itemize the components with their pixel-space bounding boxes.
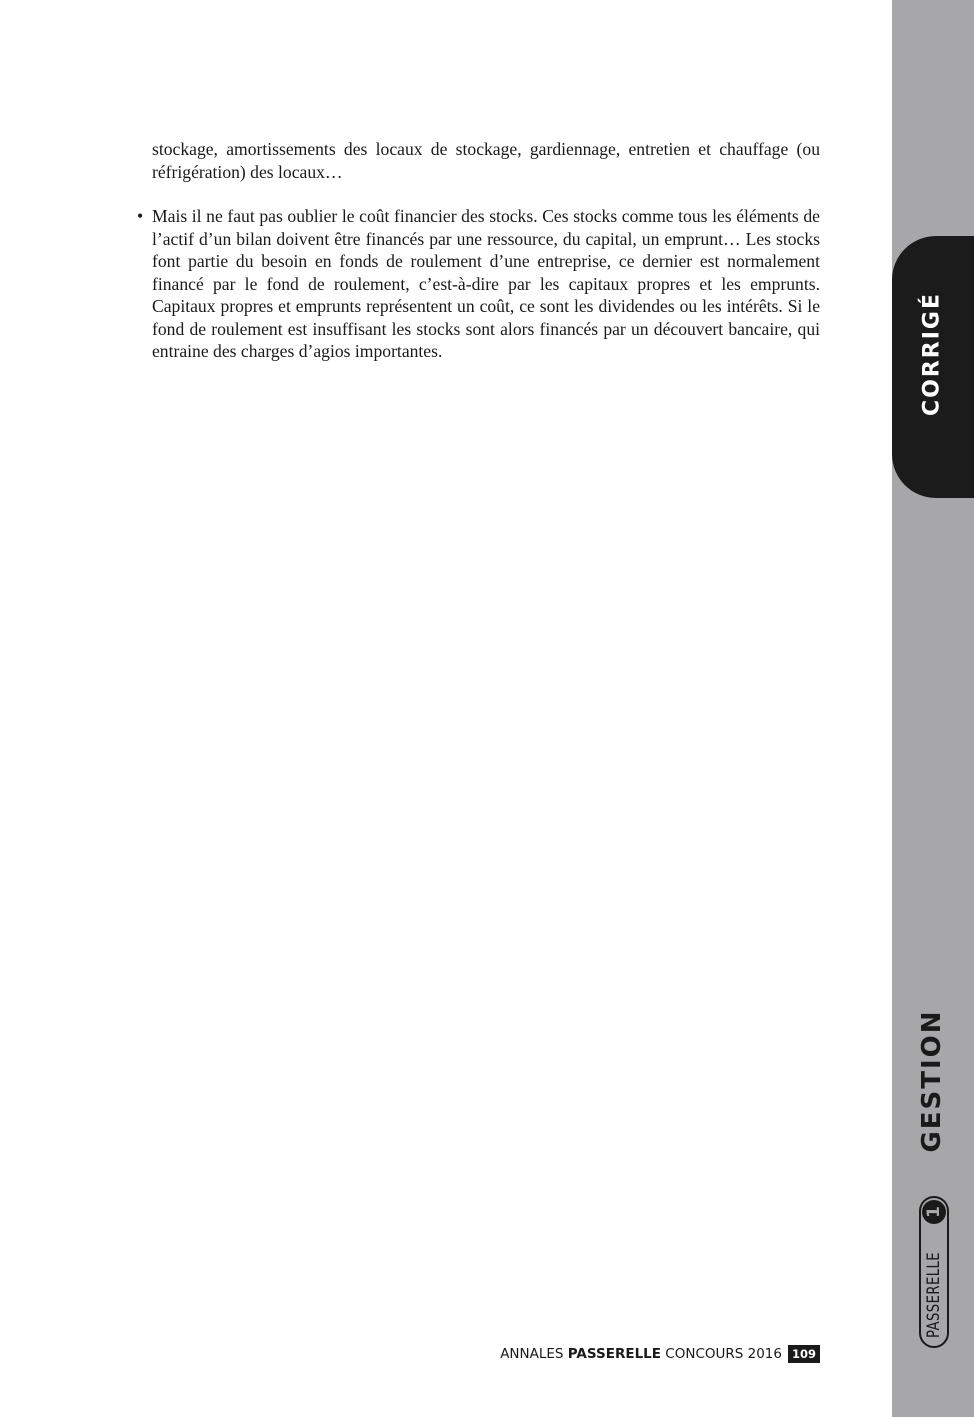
passerelle-logo <box>919 1196 949 1348</box>
logo-number: 1 <box>922 1200 946 1224</box>
paragraph-continued: stockage, amortissements des locaux de stockage, gardiennage, entretien et chauffage (ou réfrigération) des locaux… <box>152 139 820 182</box>
bullet-text: Mais il ne faut pas oublier le coût financier des stocks. Ces stocks comme tous les éléments de l’actif d’un bilan doivent être financés par une ressource, du capital, un emprunt… Les stocks font partie du besoin en fonds de roulement d’une entreprise, ce dernier est normalement financé par le fond de roulement, c’est-à-dire par les capitaux propres et les emprunts. Capitaux propres et emprunts représentent un coût, ce sont les dividendes ou les intérêts. Si le fond de roulement est insuffisant les stocks sont alors financés par un découvert bancaire, qui entraine des charges d’agios importantes. <box>152 206 820 361</box>
page-number: 109 <box>788 1345 820 1363</box>
bullet-item <box>137 205 820 363</box>
corrige-tab-label: CORRIGÉ <box>919 292 945 416</box>
footer-suffix: CONCOURS 2016 <box>665 1346 782 1362</box>
page-content <box>137 138 820 363</box>
footer-prefix: ANNALES <box>500 1346 564 1362</box>
footer-brand: PASSERELLE <box>567 1346 661 1362</box>
page-footer <box>500 1345 820 1363</box>
logo-text: PASSERELLE <box>924 1251 944 1338</box>
bullet-symbol: • <box>137 206 144 226</box>
section-label: GESTION <box>917 1009 947 1153</box>
